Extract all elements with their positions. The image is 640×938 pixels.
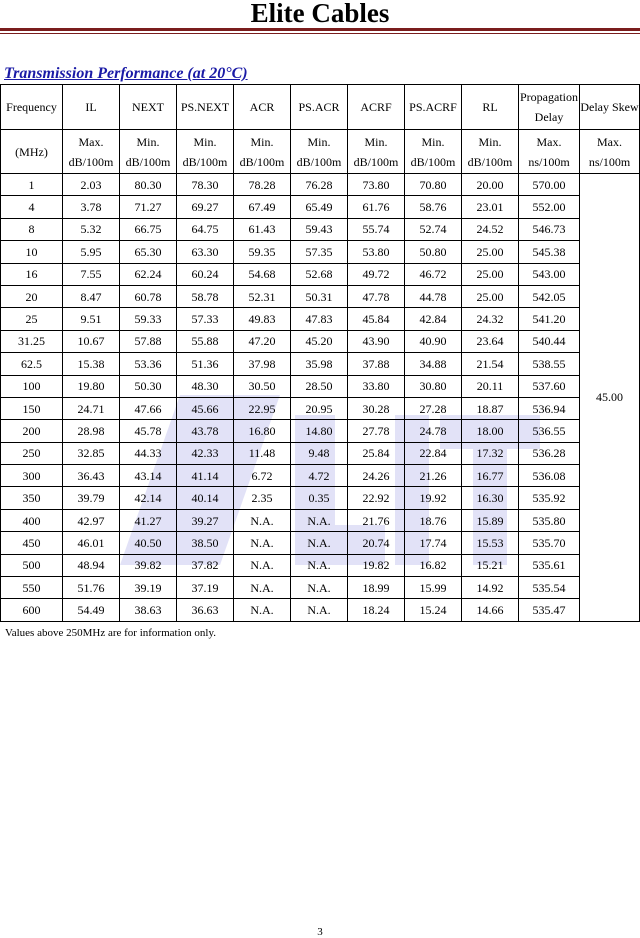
table-cell: 70.80 bbox=[405, 174, 462, 196]
page-title: Elite Cables bbox=[250, 0, 390, 28]
table-cell: 19.80 bbox=[63, 375, 120, 397]
title-rule-thin bbox=[0, 33, 640, 34]
table-cell: 55.88 bbox=[177, 330, 234, 352]
table-cell: 8.47 bbox=[63, 285, 120, 307]
table-cell: 53.36 bbox=[120, 353, 177, 375]
unit-label: ns/100m bbox=[588, 154, 631, 169]
table-cell: 47.83 bbox=[291, 308, 348, 330]
column-subheader bbox=[580, 130, 640, 174]
table-cell: N.A. bbox=[234, 532, 291, 554]
table-cell: 24.52 bbox=[462, 218, 519, 240]
column-subheader bbox=[1, 130, 63, 174]
limit-label: Min. bbox=[136, 134, 160, 149]
table-cell: 24.78 bbox=[405, 420, 462, 442]
table-cell: 17.32 bbox=[462, 442, 519, 464]
table-cell: 40.50 bbox=[120, 532, 177, 554]
table-cell: 49.83 bbox=[234, 308, 291, 330]
table-row bbox=[1, 330, 640, 352]
table-cell: 16.80 bbox=[234, 420, 291, 442]
table-cell: 69.27 bbox=[177, 196, 234, 218]
table-cell: 43.14 bbox=[120, 465, 177, 487]
table-cell: 39.19 bbox=[120, 577, 177, 599]
table-cell: 542.05 bbox=[519, 285, 580, 307]
limit-label: Min. bbox=[193, 134, 217, 149]
table-cell: 37.88 bbox=[348, 353, 405, 375]
table-cell: 535.47 bbox=[519, 599, 580, 621]
table-cell: 15.89 bbox=[462, 509, 519, 531]
table-cell: 25.84 bbox=[348, 442, 405, 464]
table-cell: 65.30 bbox=[120, 241, 177, 263]
table-cell: N.A. bbox=[291, 599, 348, 621]
table-cell: 21.26 bbox=[405, 465, 462, 487]
limit-label: Min. bbox=[478, 134, 502, 149]
table-row bbox=[1, 554, 640, 576]
table-cell: 43.90 bbox=[348, 330, 405, 352]
table-cell: 46.72 bbox=[405, 263, 462, 285]
table-cell: 538.55 bbox=[519, 353, 580, 375]
table-cell: 1 bbox=[1, 174, 63, 196]
table-header-row bbox=[1, 85, 640, 130]
table-body bbox=[1, 174, 640, 622]
table-cell: 33.80 bbox=[348, 375, 405, 397]
table-row bbox=[1, 509, 640, 531]
table-cell: 46.01 bbox=[63, 532, 120, 554]
table-cell: 36.43 bbox=[63, 465, 120, 487]
table-cell: N.A. bbox=[291, 554, 348, 576]
table-cell: 552.00 bbox=[519, 196, 580, 218]
unit-label: dB/100m bbox=[410, 154, 456, 169]
table-cell: 536.94 bbox=[519, 397, 580, 419]
column-header: Frequency bbox=[1, 85, 63, 130]
unit-label: dB/100m bbox=[182, 154, 228, 169]
table-cell: 25.00 bbox=[462, 241, 519, 263]
table-cell: 30.80 bbox=[405, 375, 462, 397]
table-cell: 250 bbox=[1, 442, 63, 464]
table-cell: 50.80 bbox=[405, 241, 462, 263]
table-cell: 25 bbox=[1, 308, 63, 330]
limit-label: Max. bbox=[536, 134, 562, 149]
table-cell: 30.50 bbox=[234, 375, 291, 397]
column-header: PS.NEXT bbox=[177, 85, 234, 130]
table-cell: 570.00 bbox=[519, 174, 580, 196]
table-cell: 537.60 bbox=[519, 375, 580, 397]
table-cell: 58.78 bbox=[177, 285, 234, 307]
table-cell: 51.76 bbox=[63, 577, 120, 599]
table-cell: 51.36 bbox=[177, 353, 234, 375]
table-cell: 38.50 bbox=[177, 532, 234, 554]
column-header: IL bbox=[63, 85, 120, 130]
delay-skew-cell: 45.00 bbox=[580, 174, 640, 622]
table-cell: 14.80 bbox=[291, 420, 348, 442]
table-cell: 65.49 bbox=[291, 196, 348, 218]
table-cell: 73.80 bbox=[348, 174, 405, 196]
limit-label: Max. bbox=[78, 134, 104, 149]
table-cell: 37.19 bbox=[177, 577, 234, 599]
table-cell: 3.78 bbox=[63, 196, 120, 218]
table-cell: 37.82 bbox=[177, 554, 234, 576]
table-row bbox=[1, 241, 640, 263]
table-row bbox=[1, 353, 640, 375]
table-row bbox=[1, 532, 640, 554]
column-subheader bbox=[291, 130, 348, 174]
table-cell: 41.14 bbox=[177, 465, 234, 487]
table-row bbox=[1, 375, 640, 397]
table-cell: 543.00 bbox=[519, 263, 580, 285]
table-cell: 18.00 bbox=[462, 420, 519, 442]
table-cell: 21.76 bbox=[348, 509, 405, 531]
table-cell: 4 bbox=[1, 196, 63, 218]
table-subheader-row bbox=[1, 130, 640, 174]
table-cell: 45.66 bbox=[177, 397, 234, 419]
table-cell: 49.72 bbox=[348, 263, 405, 285]
table-row bbox=[1, 308, 640, 330]
table-cell: 17.74 bbox=[405, 532, 462, 554]
table-cell: 38.63 bbox=[120, 599, 177, 621]
table-cell: 25.00 bbox=[462, 263, 519, 285]
table-cell: 150 bbox=[1, 397, 63, 419]
table-cell: 61.43 bbox=[234, 218, 291, 240]
table-cell: 16.77 bbox=[462, 465, 519, 487]
table-cell: 7.55 bbox=[63, 263, 120, 285]
column-header: RL bbox=[462, 85, 519, 130]
table-cell: 2.03 bbox=[63, 174, 120, 196]
unit-label: ns/100m bbox=[528, 154, 570, 169]
table-cell: 54.68 bbox=[234, 263, 291, 285]
limit-label: Min. bbox=[250, 134, 274, 149]
limit-label: Min. bbox=[307, 134, 331, 149]
table-cell: 16.82 bbox=[405, 554, 462, 576]
table-cell: 22.95 bbox=[234, 397, 291, 419]
table-row bbox=[1, 397, 640, 419]
column-header: NEXT bbox=[120, 85, 177, 130]
table-cell: 15.24 bbox=[405, 599, 462, 621]
table-cell: 41.27 bbox=[120, 509, 177, 531]
table-cell: 541.20 bbox=[519, 308, 580, 330]
table-cell: 71.27 bbox=[120, 196, 177, 218]
table-cell: 2.35 bbox=[234, 487, 291, 509]
table-cell: 536.28 bbox=[519, 442, 580, 464]
table-cell: 200 bbox=[1, 420, 63, 442]
table-cell: 5.32 bbox=[63, 218, 120, 240]
table-cell: 5.95 bbox=[63, 241, 120, 263]
column-subheader bbox=[177, 130, 234, 174]
table-cell: 60.78 bbox=[120, 285, 177, 307]
title-rule-thick bbox=[0, 28, 640, 31]
footnote: Values above 250MHz are for information only. bbox=[5, 627, 216, 639]
table-cell: 52.74 bbox=[405, 218, 462, 240]
table-cell: N.A. bbox=[234, 599, 291, 621]
table-cell: 546.73 bbox=[519, 218, 580, 240]
table-cell: 100 bbox=[1, 375, 63, 397]
table-cell: 19.82 bbox=[348, 554, 405, 576]
table-cell: 45.20 bbox=[291, 330, 348, 352]
table-cell: 34.88 bbox=[405, 353, 462, 375]
table-cell: 78.30 bbox=[177, 174, 234, 196]
unit-label: dB/100m bbox=[467, 154, 513, 169]
table-cell: 39.79 bbox=[63, 487, 120, 509]
page-number: 3 bbox=[317, 926, 323, 938]
table-cell: 80.30 bbox=[120, 174, 177, 196]
table-cell: 535.92 bbox=[519, 487, 580, 509]
table-cell: 32.85 bbox=[63, 442, 120, 464]
table-cell: 54.49 bbox=[63, 599, 120, 621]
table-cell: 44.33 bbox=[120, 442, 177, 464]
table-cell: 66.75 bbox=[120, 218, 177, 240]
table-cell: 25.00 bbox=[462, 285, 519, 307]
table-cell: 35.98 bbox=[291, 353, 348, 375]
table-cell: N.A. bbox=[234, 554, 291, 576]
table-cell: N.A. bbox=[234, 577, 291, 599]
table-cell: 18.24 bbox=[348, 599, 405, 621]
table-cell: 42.14 bbox=[120, 487, 177, 509]
table-cell: N.A. bbox=[291, 509, 348, 531]
table-cell: 535.61 bbox=[519, 554, 580, 576]
table-cell: 40.14 bbox=[177, 487, 234, 509]
table-cell: 67.49 bbox=[234, 196, 291, 218]
table-cell: 62.5 bbox=[1, 353, 63, 375]
table-cell: 44.78 bbox=[405, 285, 462, 307]
table-row bbox=[1, 218, 640, 240]
table-cell: 39.82 bbox=[120, 554, 177, 576]
column-header: PS.ACRF bbox=[405, 85, 462, 130]
table-cell: 22.84 bbox=[405, 442, 462, 464]
table-cell: 27.78 bbox=[348, 420, 405, 442]
table-cell: 43.78 bbox=[177, 420, 234, 442]
table-cell: 45.78 bbox=[120, 420, 177, 442]
table-cell: 36.63 bbox=[177, 599, 234, 621]
table-row bbox=[1, 263, 640, 285]
limit-label: (MHz) bbox=[15, 144, 48, 159]
table-cell: 76.28 bbox=[291, 174, 348, 196]
table-cell: 19.92 bbox=[405, 487, 462, 509]
column-subheader bbox=[462, 130, 519, 174]
table-cell: 18.99 bbox=[348, 577, 405, 599]
table-cell: 9.51 bbox=[63, 308, 120, 330]
limit-label: Min. bbox=[364, 134, 388, 149]
table-cell: 600 bbox=[1, 599, 63, 621]
table-cell: 24.26 bbox=[348, 465, 405, 487]
table-cell: 39.27 bbox=[177, 509, 234, 531]
table-cell: 58.76 bbox=[405, 196, 462, 218]
table-cell: 48.94 bbox=[63, 554, 120, 576]
table-cell: 18.76 bbox=[405, 509, 462, 531]
table-cell: 47.20 bbox=[234, 330, 291, 352]
table-cell: 57.35 bbox=[291, 241, 348, 263]
table-cell: 450 bbox=[1, 532, 63, 554]
table-row bbox=[1, 174, 640, 196]
table-cell: 40.90 bbox=[405, 330, 462, 352]
column-subheader bbox=[405, 130, 462, 174]
table-cell: 20.00 bbox=[462, 174, 519, 196]
table-cell: 10.67 bbox=[63, 330, 120, 352]
table-row bbox=[1, 599, 640, 621]
column-subheader bbox=[348, 130, 405, 174]
table-cell: 55.74 bbox=[348, 218, 405, 240]
table-cell: 20 bbox=[1, 285, 63, 307]
table-cell: 8 bbox=[1, 218, 63, 240]
table-cell: 52.31 bbox=[234, 285, 291, 307]
table-cell: 42.84 bbox=[405, 308, 462, 330]
table-cell: 15.21 bbox=[462, 554, 519, 576]
limit-label: Min. bbox=[421, 134, 445, 149]
table-cell: 53.80 bbox=[348, 241, 405, 263]
table-cell: 16 bbox=[1, 263, 63, 285]
column-header: PS.ACR bbox=[291, 85, 348, 130]
table-cell: 16.30 bbox=[462, 487, 519, 509]
unit-label: dB/100m bbox=[239, 154, 285, 169]
table-cell: 59.35 bbox=[234, 241, 291, 263]
table-row bbox=[1, 420, 640, 442]
table-cell: 14.66 bbox=[462, 599, 519, 621]
table-cell: 57.33 bbox=[177, 308, 234, 330]
table-cell: 545.38 bbox=[519, 241, 580, 263]
table-cell: 47.78 bbox=[348, 285, 405, 307]
table-cell: 20.95 bbox=[291, 397, 348, 419]
unit-label: dB/100m bbox=[68, 154, 114, 169]
table-cell: 31.25 bbox=[1, 330, 63, 352]
table-cell: 14.92 bbox=[462, 577, 519, 599]
table-cell: 350 bbox=[1, 487, 63, 509]
table-cell: 37.98 bbox=[234, 353, 291, 375]
table-cell: 400 bbox=[1, 509, 63, 531]
table-cell: 535.54 bbox=[519, 577, 580, 599]
column-subheader bbox=[234, 130, 291, 174]
unit-label: dB/100m bbox=[296, 154, 342, 169]
table-cell: 78.28 bbox=[234, 174, 291, 196]
table-cell: 48.30 bbox=[177, 375, 234, 397]
table-cell: N.A. bbox=[234, 509, 291, 531]
table-cell: 30.28 bbox=[348, 397, 405, 419]
table-cell: 15.53 bbox=[462, 532, 519, 554]
table-cell: 535.80 bbox=[519, 509, 580, 531]
limit-label: Max. bbox=[597, 134, 622, 149]
table-cell: 52.68 bbox=[291, 263, 348, 285]
section-heading: Transmission Performance (at 20°C) bbox=[4, 65, 248, 82]
unit-label: dB/100m bbox=[125, 154, 171, 169]
table-cell: 45.84 bbox=[348, 308, 405, 330]
table-cell: 21.54 bbox=[462, 353, 519, 375]
table-cell: 11.48 bbox=[234, 442, 291, 464]
table-row bbox=[1, 285, 640, 307]
column-subheader bbox=[120, 130, 177, 174]
table-cell: 20.11 bbox=[462, 375, 519, 397]
table-cell: 59.33 bbox=[120, 308, 177, 330]
table-cell: 535.70 bbox=[519, 532, 580, 554]
table-cell: 28.50 bbox=[291, 375, 348, 397]
table-cell: 60.24 bbox=[177, 263, 234, 285]
table-cell: 24.32 bbox=[462, 308, 519, 330]
table-cell: 50.31 bbox=[291, 285, 348, 307]
table-row bbox=[1, 465, 640, 487]
table-cell: 50.30 bbox=[120, 375, 177, 397]
table-cell: 42.97 bbox=[63, 509, 120, 531]
table-cell: 47.66 bbox=[120, 397, 177, 419]
table-cell: 42.33 bbox=[177, 442, 234, 464]
table-cell: 59.43 bbox=[291, 218, 348, 240]
table-cell: 57.88 bbox=[120, 330, 177, 352]
table-cell: 15.38 bbox=[63, 353, 120, 375]
table-cell: 23.01 bbox=[462, 196, 519, 218]
table-cell: 540.44 bbox=[519, 330, 580, 352]
table-cell: 536.08 bbox=[519, 465, 580, 487]
table-cell: 9.48 bbox=[291, 442, 348, 464]
unit-label: dB/100m bbox=[353, 154, 399, 169]
table-cell: 300 bbox=[1, 465, 63, 487]
table-cell: 6.72 bbox=[234, 465, 291, 487]
table-cell: 15.99 bbox=[405, 577, 462, 599]
column-header: Propagation Delay bbox=[519, 85, 580, 130]
table-cell: 24.71 bbox=[63, 397, 120, 419]
table-cell: 4.72 bbox=[291, 465, 348, 487]
table-cell: 550 bbox=[1, 577, 63, 599]
column-subheader bbox=[519, 130, 580, 174]
table-row bbox=[1, 442, 640, 464]
table-cell: 536.55 bbox=[519, 420, 580, 442]
table-cell: N.A. bbox=[291, 532, 348, 554]
table-row bbox=[1, 577, 640, 599]
table-cell: 64.75 bbox=[177, 218, 234, 240]
table-cell: 10 bbox=[1, 241, 63, 263]
table-cell: 61.76 bbox=[348, 196, 405, 218]
table-cell: 62.24 bbox=[120, 263, 177, 285]
column-header: ACR bbox=[234, 85, 291, 130]
transmission-performance-table bbox=[0, 84, 640, 622]
table-cell: 0.35 bbox=[291, 487, 348, 509]
table-cell: 23.64 bbox=[462, 330, 519, 352]
column-subheader bbox=[63, 130, 120, 174]
column-header: ACRF bbox=[348, 85, 405, 130]
table-cell: 27.28 bbox=[405, 397, 462, 419]
table-cell: 63.30 bbox=[177, 241, 234, 263]
table-cell: 500 bbox=[1, 554, 63, 576]
table-row bbox=[1, 487, 640, 509]
table-cell: 22.92 bbox=[348, 487, 405, 509]
table-cell: N.A. bbox=[291, 577, 348, 599]
table-cell: 28.98 bbox=[63, 420, 120, 442]
table-row bbox=[1, 196, 640, 218]
table-cell: 18.87 bbox=[462, 397, 519, 419]
column-header: Delay Skew bbox=[580, 85, 640, 130]
table-cell: 20.74 bbox=[348, 532, 405, 554]
